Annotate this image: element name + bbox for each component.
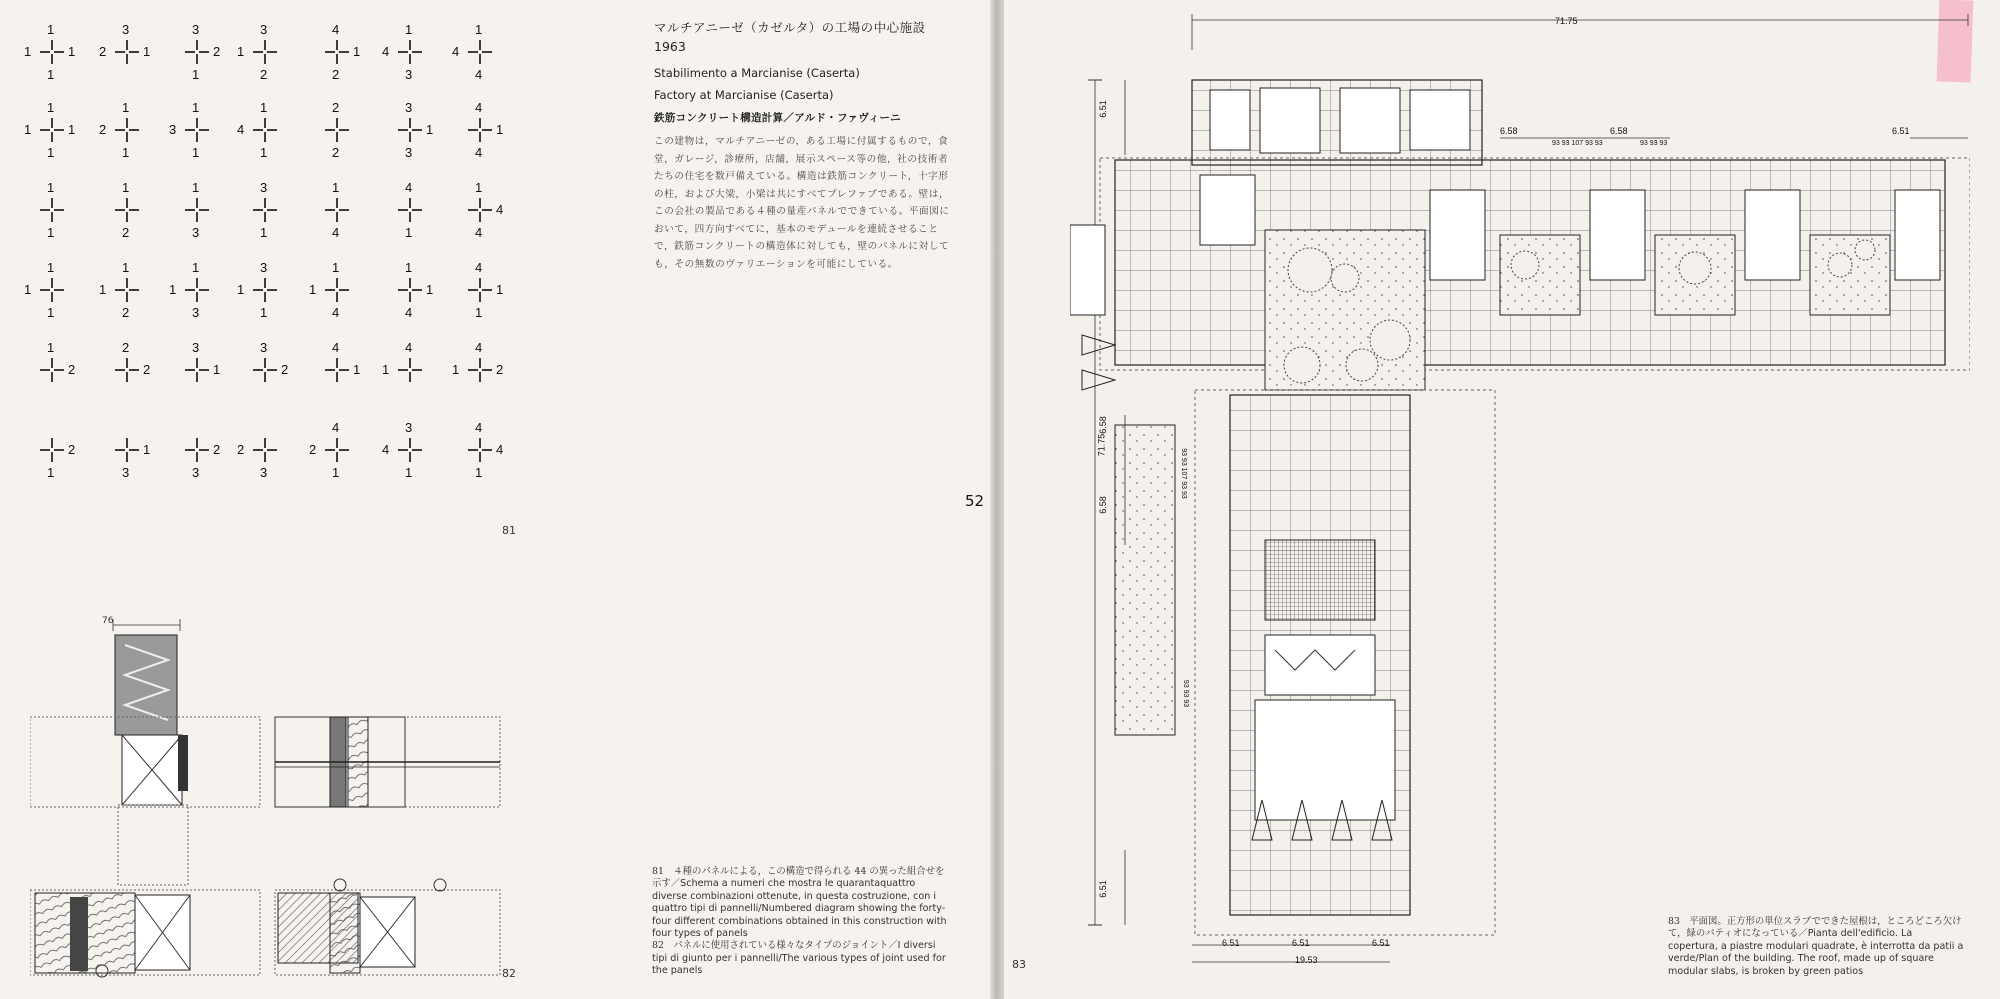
joint-diagram xyxy=(380,180,440,240)
joint-number: 1 xyxy=(122,145,130,160)
title-japanese: マルチアニーゼ（カゼルタ）の工場の中心施設 xyxy=(654,20,926,35)
joint-number: 1 xyxy=(260,145,268,160)
joint-number: 1 xyxy=(260,100,268,115)
joint-number: 3 xyxy=(260,465,268,480)
caption-82-text: I diversi tipi di giunto per i pannelli/The various types of joint used for the panels xyxy=(652,940,946,977)
joint-diagram xyxy=(167,100,227,160)
joint-number: 1 xyxy=(122,180,130,195)
caption-83-text: Pianta dell'edificio. La copertura, a piastre modulari quadrate, è interrotta da patii a verde/Plan of the building. The roof, made up of square modular slabs, is broken by green patios xyxy=(1668,928,1964,977)
dim-bottom-3: 6.51 xyxy=(1372,938,1390,948)
joint-number: 4 xyxy=(475,340,483,355)
joint-diagram xyxy=(22,340,82,400)
dim-total-height: 71.75 xyxy=(1096,433,1107,457)
joint-number: 1 xyxy=(47,145,55,160)
joint-number: 2 xyxy=(332,100,340,115)
dim-bottom-1: 6.51 xyxy=(1222,938,1240,948)
joint-diagram xyxy=(97,100,157,160)
joint-number: 2 xyxy=(143,362,151,377)
joint-number: 3 xyxy=(122,465,130,480)
joint-number: 1 xyxy=(68,122,76,137)
body-text-japanese: この建物は，マルチアニーゼの，ある工場に付属するもので，食堂，ガレージ，診療所，店舗，展示スペース等の他，社の技術者たちの住宅を数戸備えている。構造は鉄筋コンクリート，十字形の柱，および大梁，小梁は共にすべてプレファブである。壁は，この会社の製品である４種の量産パネルでできている。平面図において，四方向すべてに，基本のモデュールを連続させることで，鉄筋コンクリートの構造体に対しても，壁のパネルに対しても，その無数のヴァリエーションを可能にしている。 xyxy=(654,136,950,270)
joint-number: 2 xyxy=(99,122,107,137)
joint-number: 3 xyxy=(405,145,413,160)
dim-bay-b: 6.58 xyxy=(1610,126,1628,136)
joint-number: 1 xyxy=(405,465,413,480)
joint-number: 2 xyxy=(260,67,268,82)
joint-number: 1 xyxy=(192,180,200,195)
joint-number: 2 xyxy=(99,44,107,59)
joint-number: 4 xyxy=(332,22,340,37)
joint-number: 2 xyxy=(68,442,76,457)
joint-number: 4 xyxy=(405,305,413,320)
joint-number: 1 xyxy=(475,465,483,480)
joint-diagram xyxy=(380,420,440,480)
joint-number: 1 xyxy=(426,282,434,297)
joint-number: 1 xyxy=(68,44,76,59)
joint-number: 1 xyxy=(332,465,340,480)
joint-number: 1 xyxy=(353,44,361,59)
joint-diagram xyxy=(97,340,157,400)
joint-diagram xyxy=(307,180,367,240)
joint-diagram xyxy=(450,340,510,400)
joint-diagram xyxy=(307,260,367,320)
joint-number: 4 xyxy=(332,305,340,320)
joint-diagram xyxy=(167,260,227,320)
joint-number: 1 xyxy=(24,122,32,137)
joint-number: 4 xyxy=(332,420,340,435)
joint-number: 1 xyxy=(192,100,200,115)
figure-83-floor-plan xyxy=(1070,10,1970,975)
figure-82-joint-details xyxy=(30,615,510,980)
book-spine xyxy=(990,0,1004,999)
joint-number: 3 xyxy=(260,22,268,37)
caption-81-japanese: 81 ４種のパネルによる，この構造で得られる 44 の異った組合せを示す／ xyxy=(652,866,945,890)
joint-diagram xyxy=(307,100,367,160)
joint-number: 2 xyxy=(332,67,340,82)
title-english: Factory at Marcianise (Caserta) xyxy=(654,88,834,102)
joint-diagram xyxy=(235,22,295,82)
joint-number: 2 xyxy=(122,305,130,320)
joint-diagram xyxy=(235,100,295,160)
joint-number: 1 xyxy=(260,225,268,240)
dim-bottom-total: 19.53 xyxy=(1295,955,1318,965)
joint-number: 1 xyxy=(192,145,200,160)
joint-number: 1 xyxy=(426,122,434,137)
joint-number: 1 xyxy=(47,225,55,240)
joint-number: 1 xyxy=(47,180,55,195)
joint-number: 1 xyxy=(237,44,245,59)
joint-number: 1 xyxy=(47,260,55,275)
caption-83 xyxy=(1668,916,1964,978)
title-italian: Stabilimento a Marcianise (Caserta) xyxy=(654,66,860,80)
joint-number: 1 xyxy=(332,260,340,275)
dim-small-4: 93 93 93 xyxy=(1182,679,1190,708)
joint-number: 1 xyxy=(192,67,200,82)
joint-number: 1 xyxy=(24,44,32,59)
joint-number: 1 xyxy=(260,305,268,320)
joint-number: 4 xyxy=(452,44,460,59)
joint-diagram xyxy=(97,180,157,240)
joint-number: 1 xyxy=(122,260,130,275)
dim-total-width: 71.75 xyxy=(1555,16,1578,26)
dimension-76: 76 xyxy=(102,616,114,626)
joint-number: 4 xyxy=(332,340,340,355)
dim-bay-c: 6.51 xyxy=(1892,126,1910,136)
joint-diagram xyxy=(380,340,440,400)
joint-diagram xyxy=(380,100,440,160)
joint-number: 3 xyxy=(405,100,413,115)
joint-number: 2 xyxy=(213,44,221,59)
joint-number: 3 xyxy=(405,420,413,435)
dim-bottom-2: 6.51 xyxy=(1292,938,1310,948)
joint-number: 3 xyxy=(260,180,268,195)
joint-number: 2 xyxy=(68,362,76,377)
joint-number: 1 xyxy=(47,67,55,82)
joint-number: 1 xyxy=(475,22,483,37)
dim-side-1: 6.51 xyxy=(1097,100,1108,118)
structural-credit: 鉄筋コンクリート構造計算／アルド・ファヴィーニ xyxy=(654,112,901,124)
joint-number: 1 xyxy=(237,282,245,297)
joint-number: 2 xyxy=(309,442,317,457)
dim-side-4: 6.51 xyxy=(1097,880,1108,898)
joint-number: 4 xyxy=(475,260,483,275)
joint-number: 2 xyxy=(332,145,340,160)
joint-diagram xyxy=(167,420,227,480)
joint-number: 1 xyxy=(213,362,221,377)
joint-number: 3 xyxy=(260,340,268,355)
joint-number: 1 xyxy=(143,442,151,457)
joint-number: 4 xyxy=(405,340,413,355)
joint-number: 1 xyxy=(309,282,317,297)
dim-small-2: 93 93 93 xyxy=(1640,140,1668,147)
joint-diagram xyxy=(380,260,440,320)
joint-number: 1 xyxy=(24,282,32,297)
joint-number: 1 xyxy=(382,362,390,377)
joint-diagram xyxy=(307,420,367,480)
joint-number: 1 xyxy=(496,282,504,297)
joint-number: 1 xyxy=(192,260,200,275)
figure-82-label: 82 xyxy=(502,967,516,980)
joint-number: 3 xyxy=(192,305,200,320)
joint-number: 4 xyxy=(382,44,390,59)
joint-diagram xyxy=(450,22,510,82)
joint-number: 1 xyxy=(143,44,151,59)
joint-number: 4 xyxy=(332,225,340,240)
figure-81-label: 81 xyxy=(502,524,516,537)
joint-number: 4 xyxy=(496,442,504,457)
joint-number: 3 xyxy=(122,22,130,37)
joint-number: 4 xyxy=(475,145,483,160)
joint-diagram xyxy=(22,22,82,82)
joint-diagram xyxy=(97,420,157,480)
joint-number: 1 xyxy=(47,305,55,320)
joint-number: 1 xyxy=(405,22,413,37)
joint-number: 1 xyxy=(332,180,340,195)
joint-number: 1 xyxy=(452,362,460,377)
joint-number: 1 xyxy=(47,465,55,480)
joint-number: 2 xyxy=(213,442,221,457)
joint-diagram xyxy=(22,260,82,320)
joint-number: 3 xyxy=(192,22,200,37)
joint-number: 2 xyxy=(122,340,130,355)
caption-83-japanese: 83 平面図。正方形の単位スラブでできた屋根は，ところどころ欠けて，緑のパティオになっている／ xyxy=(1668,916,1962,940)
joint-diagram xyxy=(307,340,367,400)
joint-diagram xyxy=(22,420,82,480)
joint-number: 3 xyxy=(192,225,200,240)
joint-number: 1 xyxy=(47,340,55,355)
joint-diagram xyxy=(22,100,82,160)
joint-diagram xyxy=(450,260,510,320)
joint-diagram xyxy=(450,100,510,160)
caption-81-text: Schema a numeri che mostra le quarantaquattro diverse combinazioni ottenute, in questa costruzione, con i quattro tipi di pannelli/Numbered diagram showing the forty-four different combinations obtained in this construction with four types of panels xyxy=(652,878,947,940)
article-header xyxy=(654,18,954,273)
joint-number: 1 xyxy=(353,362,361,377)
joint-number: 3 xyxy=(169,122,177,137)
page-number-52: 52 xyxy=(965,492,985,510)
joint-diagram xyxy=(167,180,227,240)
joint-diagram xyxy=(167,340,227,400)
joint-number: 4 xyxy=(237,122,245,137)
dim-small-1: 93 93 107 93 93 xyxy=(1552,140,1603,147)
joint-number: 3 xyxy=(405,67,413,82)
dim-small-3: 93 93 107 93 93 xyxy=(1179,448,1187,499)
joint-number: 1 xyxy=(47,100,55,115)
joint-number: 1 xyxy=(475,180,483,195)
dim-side-3: 6.58 xyxy=(1097,496,1108,514)
joint-diagram xyxy=(167,22,227,82)
joint-number: 3 xyxy=(260,260,268,275)
joint-number: 4 xyxy=(475,225,483,240)
joint-diagram xyxy=(450,180,510,240)
dim-side-2: 6.58 xyxy=(1097,416,1108,434)
joint-number: 4 xyxy=(496,202,504,217)
joint-number: 1 xyxy=(475,305,483,320)
joint-number: 4 xyxy=(475,67,483,82)
joint-number: 4 xyxy=(475,420,483,435)
joint-number: 2 xyxy=(122,225,130,240)
dim-bay-a: 6.58 xyxy=(1500,126,1518,136)
joint-number: 1 xyxy=(99,282,107,297)
joint-diagram xyxy=(97,22,157,82)
joint-number: 2 xyxy=(496,362,504,377)
year: 1963 xyxy=(654,39,686,54)
caption-82-japanese: 82 パネルに使用されている様々なタイプのジョイント／ xyxy=(652,940,898,952)
joint-diagram xyxy=(235,260,295,320)
joint-number: 1 xyxy=(47,22,55,37)
joint-number: 2 xyxy=(281,362,289,377)
captions-81-82 xyxy=(652,866,952,978)
joint-diagram xyxy=(97,260,157,320)
joint-diagram xyxy=(235,180,295,240)
joint-number: 1 xyxy=(405,260,413,275)
joint-diagram xyxy=(380,22,440,82)
joint-number: 4 xyxy=(475,100,483,115)
joint-diagram xyxy=(235,340,295,400)
joint-diagram xyxy=(235,420,295,480)
joint-number: 1 xyxy=(405,225,413,240)
joint-number: 3 xyxy=(192,340,200,355)
joint-diagram xyxy=(450,420,510,480)
joint-number: 4 xyxy=(382,442,390,457)
joint-number: 2 xyxy=(237,442,245,457)
joint-number: 4 xyxy=(405,180,413,195)
joint-diagram xyxy=(307,22,367,82)
joint-number: 1 xyxy=(496,122,504,137)
joint-number: 1 xyxy=(169,282,177,297)
joint-number: 1 xyxy=(122,100,130,115)
joint-number: 3 xyxy=(192,465,200,480)
joint-diagram xyxy=(22,180,82,240)
figure-83-label: 83 xyxy=(1012,958,1026,971)
